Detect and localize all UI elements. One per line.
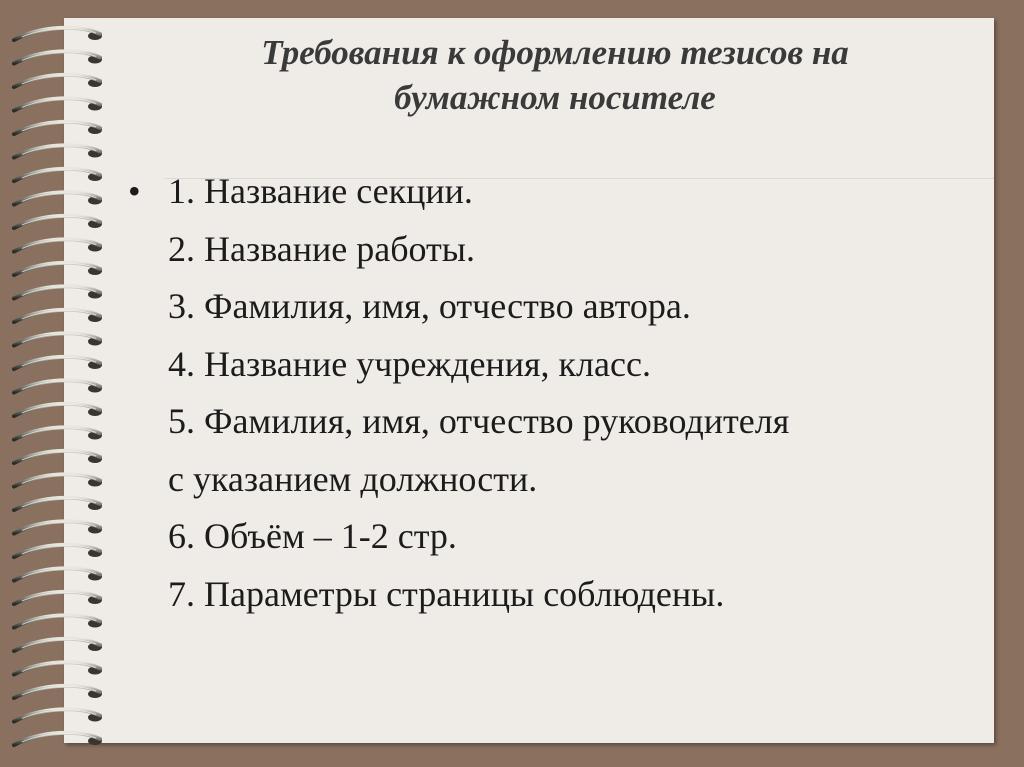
spiral-ring bbox=[14, 615, 102, 627]
spiral-ring bbox=[14, 427, 102, 439]
bullet-icon: • bbox=[128, 171, 141, 211]
list-item: 6. Объём – 1-2 стр. bbox=[168, 516, 457, 556]
spiral-ring bbox=[14, 51, 102, 63]
spiral-ring bbox=[14, 75, 102, 87]
list-item: 3. Фамилия, имя, отчество автора. bbox=[168, 286, 691, 326]
spiral-ring bbox=[14, 686, 102, 698]
spiral-ring bbox=[14, 451, 102, 463]
list-item: 2. Название работы. bbox=[168, 228, 475, 269]
spiral-ring bbox=[14, 521, 102, 533]
list-item: 7. Параметры страницы соблюдены. bbox=[168, 573, 725, 614]
spiral-ring bbox=[14, 733, 102, 745]
spiral-ring bbox=[14, 122, 102, 134]
spiral-ring bbox=[14, 592, 102, 604]
spiral-ring bbox=[14, 286, 102, 298]
spiral-ring bbox=[14, 662, 102, 674]
title-line-1: Требования к оформлению тезисов на bbox=[261, 33, 849, 72]
spiral-binding-icon bbox=[0, 0, 120, 767]
list-item: 4. Название учреждения, класс. bbox=[168, 343, 651, 384]
spiral-ring bbox=[14, 568, 102, 580]
title-line-2: бумажном носителе bbox=[394, 78, 716, 117]
spiral-ring bbox=[14, 239, 102, 251]
spiral-ring bbox=[14, 192, 102, 204]
spiral-ring bbox=[14, 498, 102, 510]
spiral-ring bbox=[14, 545, 102, 557]
spiral-ring bbox=[14, 28, 102, 40]
spiral-ring bbox=[14, 145, 102, 157]
list-item: 1. Название секции. bbox=[168, 171, 473, 211]
slide-title bbox=[130, 30, 980, 120]
spiral-ring bbox=[14, 380, 102, 392]
spiral-ring bbox=[14, 98, 102, 110]
spiral-ring bbox=[14, 263, 102, 275]
spiral-ring bbox=[14, 404, 102, 416]
spiral-ring bbox=[14, 357, 102, 369]
list-item: 5. Фамилия, имя, отчество руководителя bbox=[168, 401, 790, 441]
spiral-ring bbox=[14, 310, 102, 322]
spiral-ring bbox=[14, 474, 102, 486]
spiral-ring bbox=[14, 169, 102, 181]
requirements-items bbox=[168, 163, 998, 623]
spiral-ring bbox=[14, 333, 102, 345]
spiral-ring bbox=[14, 639, 102, 651]
spiral-ring bbox=[14, 709, 102, 721]
list-item: с указанием должности. bbox=[168, 458, 538, 499]
spiral-ring bbox=[14, 216, 102, 228]
